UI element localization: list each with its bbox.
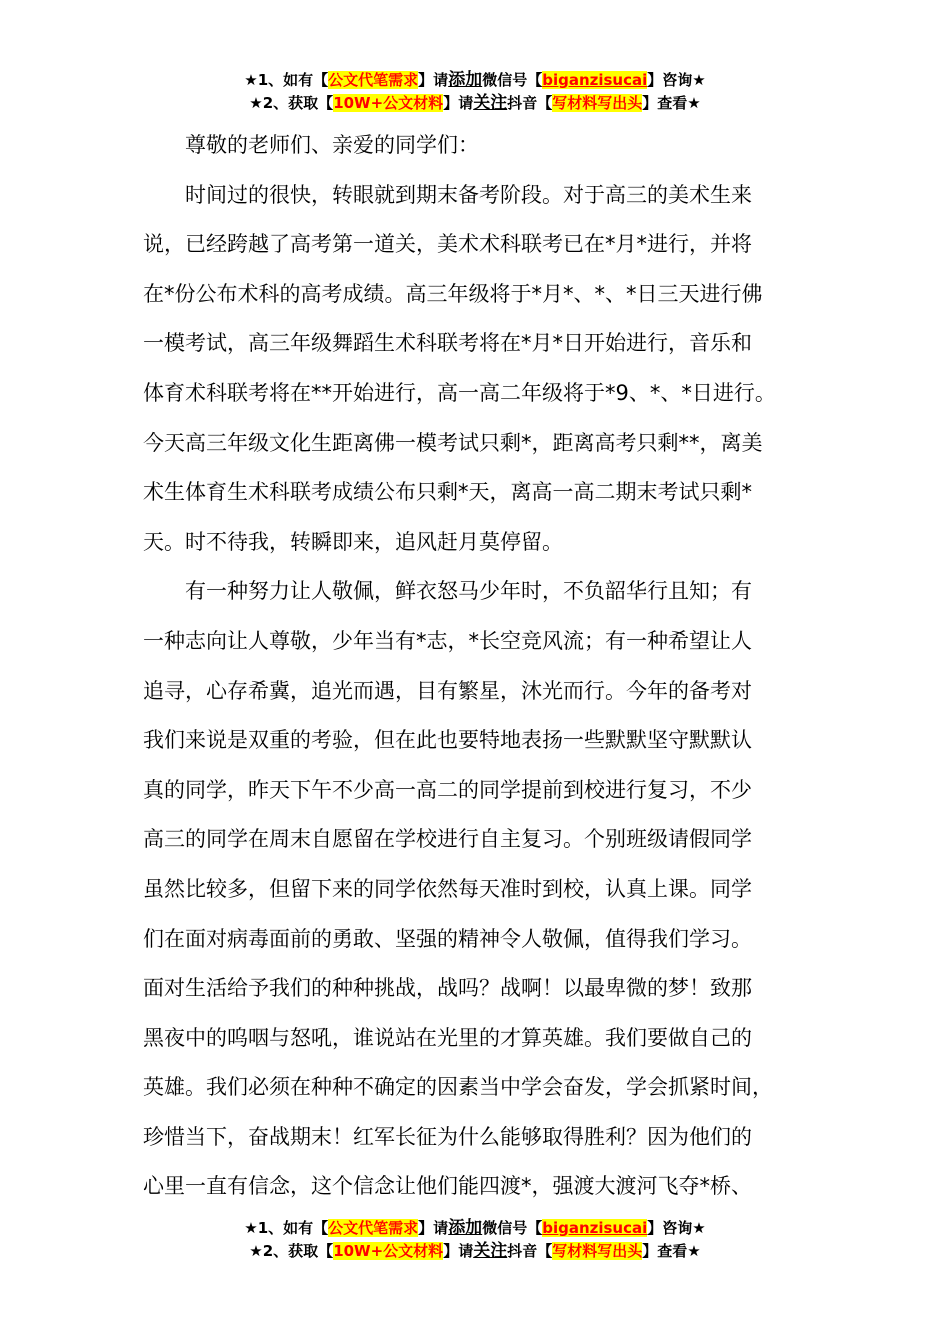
footer-banner [0, 1217, 950, 1263]
banner-text: 】查看★ [642, 94, 701, 112]
body-line: 时间过的很快，转眼就到期末备考阶段。对于高三的美术生来 [143, 182, 752, 207]
body-line: 有一种努力让人敬佩，鲜衣怒马少年时，不负韶华行且知；有 [143, 579, 752, 604]
body-line: 说，已经跨越了高考第一道关，美术术科联考已在*月*进行，并将 [143, 232, 752, 257]
banner-text: ★1、如有【 [244, 71, 329, 89]
service-highlight: 公文代笔需求 [328, 71, 419, 89]
body-line: 虽然比较多，但留下来的同学依然每天准时到校，认真上课。同学 [143, 876, 752, 901]
banner-line-2 [0, 1240, 950, 1263]
body-line: 一种志向让人尊敬，少年当有*志，*长空竞风流；有一种希望让人 [143, 628, 752, 653]
body-line: 体育术科联考将在**开始进行，高一高二年级将于*9、*、*日进行。 [143, 380, 776, 405]
body-line: 真的同学，昨天下午不少高一高二的同学提前到校进行复习，不少 [143, 777, 752, 802]
wechat-id-link[interactable]: biganzisucai [542, 71, 648, 89]
header-banner [0, 69, 950, 115]
follow-emphasis: 关注 [473, 1241, 508, 1261]
add-emphasis: 添加 [448, 1218, 483, 1238]
douyin-account-highlight: 写材料写出头 [552, 1242, 643, 1260]
body-line: 在*份公布术科的高考成绩。高三年级将于*月*、*、*日三天进行佛 [143, 281, 763, 306]
body-line: 术生体育生术科联考成绩公布只剩*天，离高一高二期末考试只剩* [143, 480, 752, 505]
douyin-account-highlight: 写材料写出头 [552, 94, 643, 112]
banner-text: 】请 [418, 1219, 449, 1237]
body-line: 英雄。我们必须在种种不确定的因素当中学会奋发，学会抓紧时间， [143, 1075, 773, 1100]
body-line: 黑夜中的呜咽与怒吼，谁说站在光里的才算英雄。我们要做自己的 [143, 1025, 752, 1050]
body-line: 们在面对病毒面前的勇敢、坚强的精神令人敬佩，值得我们学习。 [143, 926, 752, 951]
body-line: 追寻，心存希冀，追光而遇，目有繁星，沐光而行。今年的备考对 [143, 678, 752, 703]
body-line: 珍惜当下，奋战期末！红军长征为什么能够取得胜利？因为他们的 [143, 1124, 752, 1149]
banner-text: 】请 [443, 94, 474, 112]
body-line: 一模考试，高三年级舞蹈生术科联考将在*月*日开始进行，音乐和 [143, 331, 752, 356]
banner-text: 】查看★ [642, 1242, 701, 1260]
body-line: 心里一直有信念，这个信念让他们能四渡*，强渡大渡河飞夺*桥、 [143, 1174, 752, 1199]
body-line: 今天高三年级文化生距离佛一模考试只剩*，距离高考只剩**，离美 [143, 430, 763, 455]
body-line: 天。时不待我，转瞬即来，追风赶月莫停留。 [143, 529, 563, 554]
banner-text: 微信号【 [482, 1219, 543, 1237]
body-line: 尊敬的老师们、亲爱的同学们： [143, 133, 479, 157]
banner-line-1 [0, 1217, 950, 1240]
banner-text: 】请 [418, 71, 449, 89]
follow-emphasis: 关注 [473, 93, 508, 113]
banner-text: 】咨询★ [647, 1219, 706, 1237]
banner-text: 】咨询★ [647, 71, 706, 89]
add-emphasis: 添加 [448, 70, 483, 90]
body-line: 高三的同学在周末自愿留在学校进行自主复习。个别班级请假同学 [143, 827, 752, 852]
materials-highlight: 10W+公文材料 [333, 94, 444, 112]
banner-text: 抖音【 [507, 1242, 553, 1260]
banner-text: 】请 [443, 1242, 474, 1260]
service-highlight: 公文代笔需求 [328, 1219, 419, 1237]
materials-highlight: 10W+公文材料 [333, 1242, 444, 1260]
banner-text: 抖音【 [507, 94, 553, 112]
banner-text: ★2、获取【 [249, 1242, 334, 1260]
document-body [143, 121, 823, 1212]
banner-line-1 [0, 69, 950, 92]
banner-text: ★2、获取【 [249, 94, 334, 112]
body-line: 面对生活给予我们的种种挑战，战吗？战啊！以最卑微的梦！致那 [143, 976, 752, 1001]
banner-line-2 [0, 92, 950, 115]
banner-text: 微信号【 [482, 71, 543, 89]
body-line: 我们来说是双重的考验，但在此也要特地表扬一些默默坚守默默认 [143, 728, 752, 753]
banner-text: ★1、如有【 [244, 1219, 329, 1237]
wechat-id-link[interactable]: biganzisucai [542, 1219, 648, 1237]
